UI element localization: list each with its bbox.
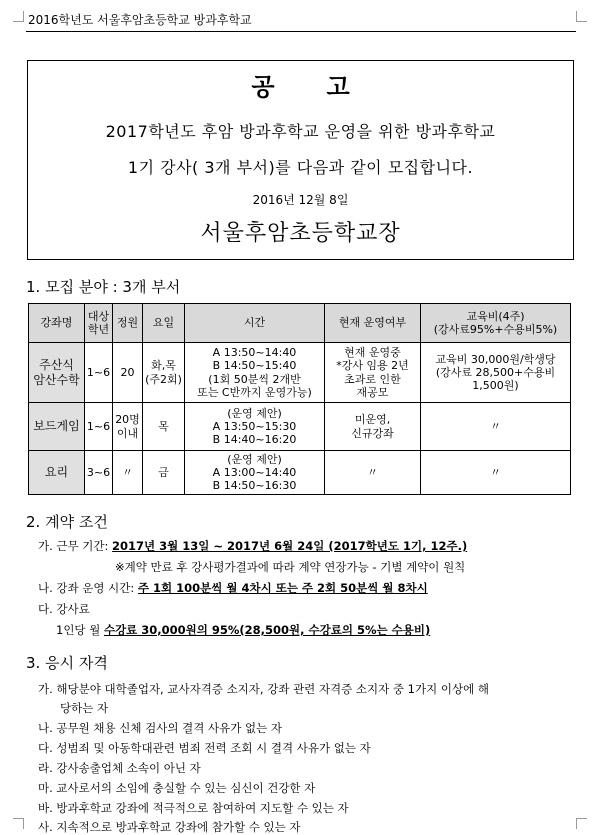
table-row [29, 343, 571, 403]
page-corner-mark [13, 11, 24, 22]
qualification-item: 나. 공무원 채용 신체 검사의 결격 사유가 없는 자 [38, 721, 282, 735]
notice-title: 공고 [251, 73, 402, 101]
capacity: 20명 이내 [113, 403, 143, 451]
weekday: 목 [143, 403, 185, 451]
lecturer-fee [56, 622, 430, 638]
table-row [29, 403, 571, 451]
target-grade: 1~6 [85, 403, 113, 451]
lecturer-fee-label: 다. 강사료 [38, 602, 90, 616]
course-name: 주산식 암산수학 [29, 343, 85, 403]
operation-status: 〃 [325, 451, 421, 495]
column-header: 현재 운영여부 [325, 304, 421, 343]
header-rule [26, 31, 576, 32]
section-3-heading: 3. 응시 자격 [26, 654, 108, 672]
class-time: (운영 제안) A 13:50~15:30 B 14:40~16:20 [185, 403, 325, 451]
table-row [29, 451, 571, 495]
section-2-heading: 2. 계약 조건 [26, 513, 108, 531]
course-name: 보드게임 [29, 403, 85, 451]
capacity: 〃 [113, 451, 143, 495]
document-header: 2016학년도 서울후암초등학교 방과후학교 [28, 13, 252, 27]
recruitment-table [28, 303, 571, 495]
qualification-item: 사. 지속적으로 방과후학교 강좌에 참가할 수 있는 자 [38, 820, 301, 834]
qualification-item: 바. 방과후학교 강좌에 적극적으로 참여하여 지도할 수 있는 자 [38, 801, 349, 815]
work-period-label: 가. 근무 기간: [38, 539, 113, 553]
work-period-value: 2017년 3월 13일 ~ 2017년 6월 24일 (2017학년도 1기, 12주.) [112, 539, 468, 553]
course-name: 요리 [29, 451, 85, 495]
notice-signature: 서울후암초등학교장 [200, 221, 401, 246]
lecturer-fee-prefix: 1인당 월 [56, 623, 104, 637]
tuition-fee: 〃 [421, 451, 571, 495]
column-header: 요일 [143, 304, 185, 343]
class-time: (운영 제안) A 13:00~14:40 B 14:50~16:30 [185, 451, 325, 495]
class-hours-value: 주 1회 100분씩 월 4차시 또는 주 2회 50분씩 월 8차시 [137, 581, 428, 595]
tuition-fee: 〃 [421, 403, 571, 451]
class-time: A 13:50~14:40 B 14:50~15:40 (1회 50분씩 2개반 또는 C반까지 운영가능) [185, 343, 325, 403]
operation-status: 미운영, 신규강좌 [325, 403, 421, 451]
column-header: 대상 학년 [85, 304, 113, 343]
target-grade: 1~6 [85, 343, 113, 403]
notice-date: 2016년 12월 8일 [252, 193, 349, 207]
weekday: 금 [143, 451, 185, 495]
column-header: 강좌명 [29, 304, 85, 343]
capacity: 20 [113, 343, 143, 403]
notice-text-line-2: 1기 강사( 3개 부서)를 다음과 같이 모집합니다. [127, 158, 474, 177]
qualification-item: 다. 성범죄 및 아동학대관련 범죄 전력 조회 시 결격 사유가 없는 자 [38, 741, 371, 755]
page-corner-mark [576, 11, 587, 22]
column-header: 교육비(4주) (강사료95%+수용비5%) [421, 304, 571, 343]
qualification-item: 마. 교사로서의 소임에 충실할 수 있는 심신이 건강한 자 [38, 781, 316, 795]
weekday: 화,목 (주2회) [143, 343, 185, 403]
target-grade: 3~6 [85, 451, 113, 495]
contract-note: ※계약 만료 후 강사평가결과에 따라 계약 연장가능 - 기별 계약이 원칙 [115, 560, 466, 574]
tuition-fee: 교육비 30,000원/학생당 (강사료 28,500+수용비 1,500원) [421, 343, 571, 403]
column-header: 시간 [185, 304, 325, 343]
qualification-item: 가. 해당분야 대학졸업자, 교사자격증 소지자, 강좌 관련 자격증 소지자 중 1가지 이상에 해 [38, 682, 489, 696]
column-header: 정원 [113, 304, 143, 343]
lecturer-fee-value: 수강료 30,000원의 95%(28,500원, 수강료의 5%는 수용비) [103, 623, 431, 637]
notice-box [27, 60, 574, 260]
page-corner-mark [576, 818, 587, 829]
page-corner-mark [13, 818, 24, 829]
operation-status: 현재 운영중 *강사 임용 2년 초과로 인한 재공모 [325, 343, 421, 403]
section-1-heading: 1. 모집 분야 : 3개 부서 [26, 278, 181, 296]
class-hours [38, 580, 428, 596]
qualification-item: 라. 강사송출업체 소속이 아닌 자 [38, 761, 201, 775]
notice-text-line-1: 2017학년도 후암 방과후학교 운영을 위한 방과후학교 [105, 122, 496, 141]
work-period [38, 538, 467, 554]
table-header-row [29, 304, 571, 343]
class-hours-label: 나. 강좌 운영 시간: [38, 581, 138, 595]
qualification-item-continued: 당하는 자 [60, 701, 109, 715]
